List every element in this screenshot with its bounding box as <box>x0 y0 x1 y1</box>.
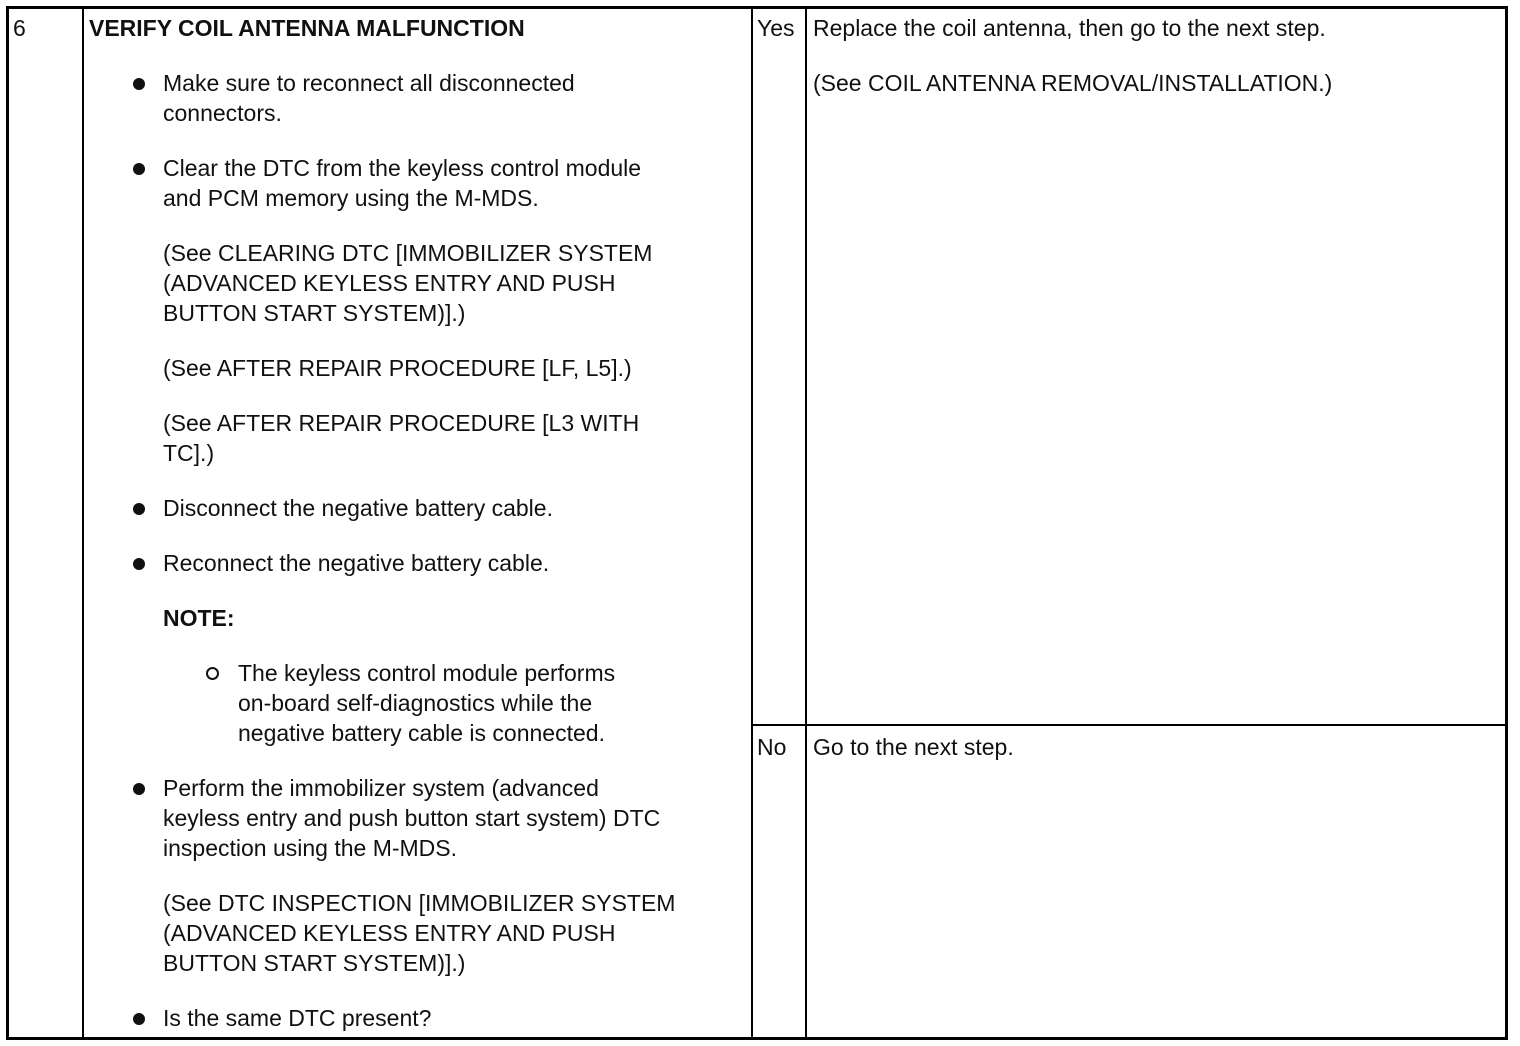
bullet-marker <box>133 78 145 90</box>
instruction-line: inspection using the M-MDS. <box>163 835 458 861</box>
instruction-line: Perform the immobilizer system (advanced <box>163 775 599 801</box>
column-divider-step <box>82 9 84 1037</box>
result-no-label: No <box>757 734 787 760</box>
bullet-marker <box>133 163 145 175</box>
reference-link[interactable]: (See AFTER REPAIR PROCEDURE [LF, L5].) <box>163 355 632 381</box>
instruction-line: Disconnect the negative battery cable. <box>163 495 553 521</box>
note-line: The keyless control module performs <box>238 660 616 686</box>
instruction-line: Make sure to reconnect all disconnected <box>163 70 575 96</box>
step-number: 6 <box>13 15 26 41</box>
sub-bullet-marker <box>206 667 219 680</box>
column-divider-action <box>805 9 807 1037</box>
bullet-marker <box>133 783 145 795</box>
instruction-line: and PCM memory using the M-MDS. <box>163 185 539 211</box>
reference-link[interactable]: (See DTC INSPECTION [IMMOBILIZER SYSTEM <box>163 890 676 916</box>
instruction-line: Reconnect the negative battery cable. <box>163 550 550 576</box>
note-label: NOTE: <box>163 605 235 631</box>
bullet-marker <box>133 558 145 570</box>
row-divider-yes-no <box>751 724 1505 726</box>
reference-link[interactable]: (See CLEARING DTC [IMMOBILIZER SYSTEM <box>163 240 653 266</box>
bullet-marker <box>133 1013 145 1025</box>
note-line: negative battery cable is connected. <box>238 720 605 746</box>
instruction-line: keyless entry and push button start system) DTC <box>163 805 661 831</box>
reference-link[interactable]: BUTTON START SYSTEM)].) <box>163 950 466 976</box>
reference-link[interactable]: (See AFTER REPAIR PROCEDURE [L3 WITH <box>163 410 640 436</box>
instruction-line: connectors. <box>163 100 282 126</box>
result-yes-action: Replace the coil antenna, then go to the next step. <box>813 15 1326 41</box>
reference-link[interactable]: (ADVANCED KEYLESS ENTRY AND PUSH <box>163 920 616 946</box>
note-line: on-board self-diagnostics while the <box>238 690 593 716</box>
result-yes-reference[interactable]: (See COIL ANTENNA REMOVAL/INSTALLATION.) <box>813 70 1333 96</box>
bullet-marker <box>133 503 145 515</box>
step-title: VERIFY COIL ANTENNA MALFUNCTION <box>89 15 525 41</box>
result-no-action: Go to the next step. <box>813 734 1014 760</box>
question-line: Is the same DTC present? <box>163 1005 432 1031</box>
column-divider-result <box>751 9 753 1037</box>
instruction-line: Clear the DTC from the keyless control module <box>163 155 642 181</box>
reference-link[interactable]: BUTTON START SYSTEM)].) <box>163 300 466 326</box>
result-yes-label: Yes <box>757 15 795 41</box>
reference-link[interactable]: (ADVANCED KEYLESS ENTRY AND PUSH <box>163 270 616 296</box>
reference-link[interactable]: TC].) <box>163 440 215 466</box>
